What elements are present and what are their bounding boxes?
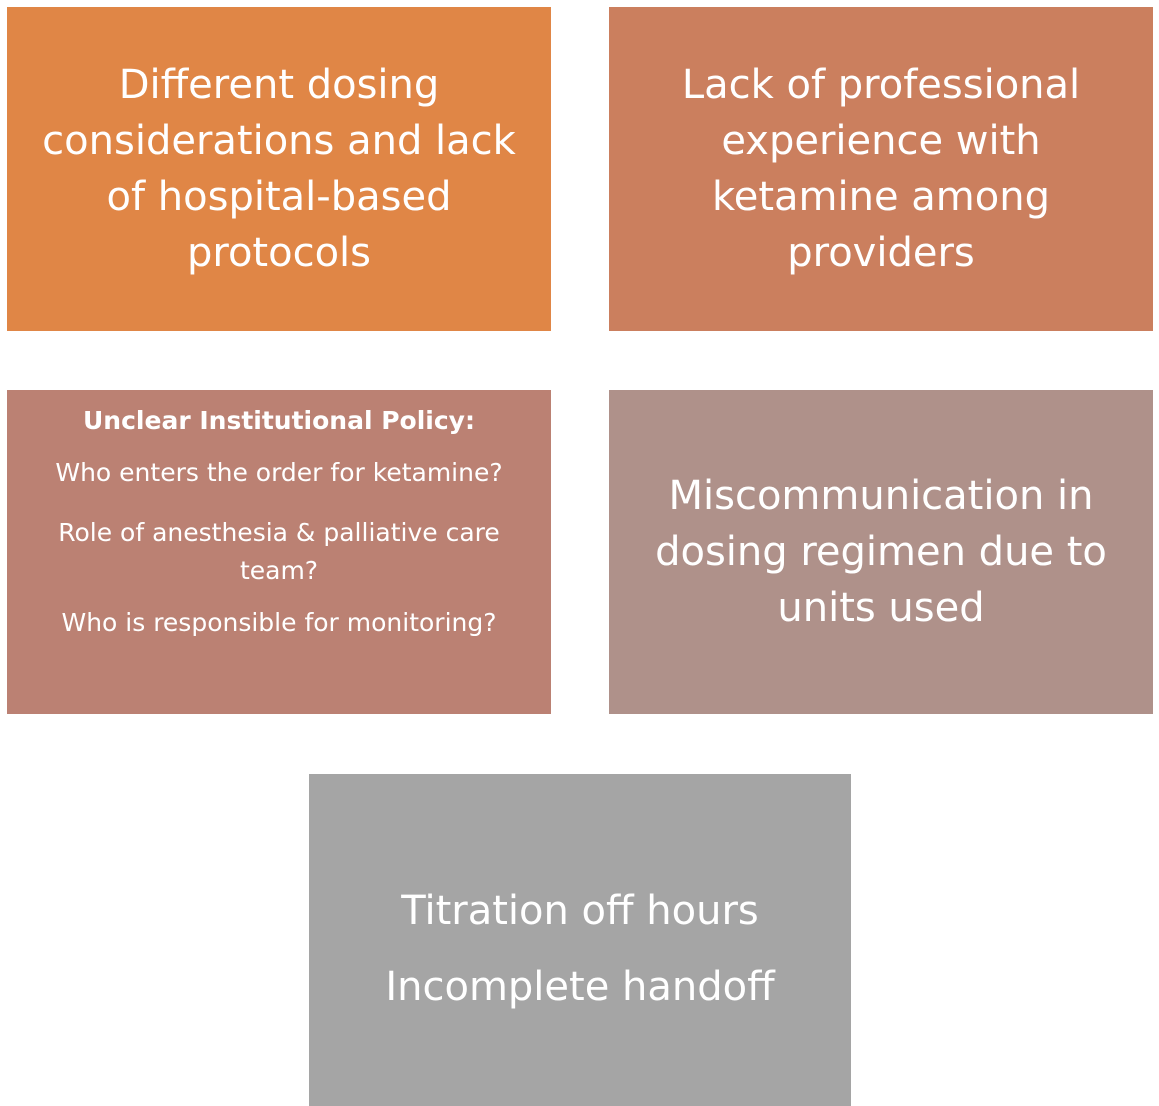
policy-question-monitoring: Who is responsible for monitoring? (61, 608, 497, 637)
miscommunication-text: Miscommunication in dosing regimen due to units used (655, 473, 1107, 631)
policy-question-roles: Role of anesthesia & palliative care team? (58, 518, 500, 585)
institutional-policy-heading: Unclear Institutional Policy: (83, 406, 475, 435)
policy-question-order: Who enters the order for ketamine? (55, 458, 503, 487)
professional-experience-text: Lack of professional experience with ketamine among providers (681, 62, 1081, 276)
institutional-policy-box (7, 390, 551, 714)
titration-handoff-box (309, 774, 851, 1106)
titration-off-hours-text: Titration off hours (401, 888, 759, 934)
dosing-considerations-box (7, 7, 551, 331)
dosing-considerations-text: Different dosing considerations and lack of hospital-based protocols (42, 62, 516, 276)
professional-experience-box (609, 7, 1153, 331)
miscommunication-box (609, 390, 1153, 714)
incomplete-handoff-text: Incomplete handoff (385, 964, 775, 1010)
